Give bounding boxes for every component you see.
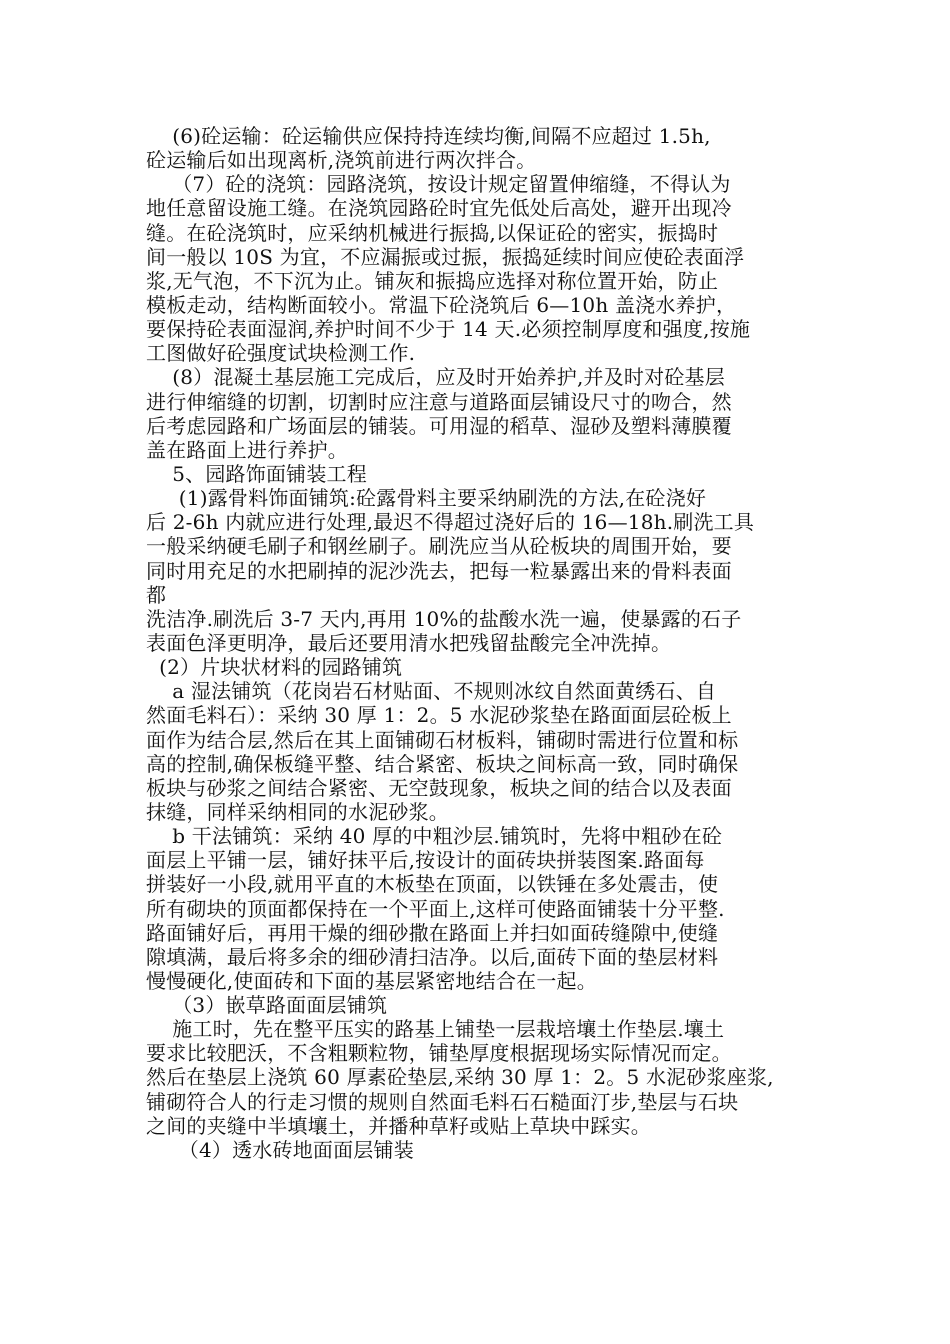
text-line: 要保持砼表面湿润,养护时间不少于 14 天.必须控制厚度和强度,按施 [146, 317, 751, 342]
text-line: (1)露骨料饰面铺筑:砼露骨料主要采纳刷洗的方法,在砼浇好 [146, 486, 707, 511]
text-line: 间一般以 10S 为宜，不应漏振或过振，振捣延续时间应使砼表面浮 [146, 244, 745, 269]
text-line: 施工时，先在整平压实的路基上铺垫一层栽培壤土作垫层.壤土 [146, 1017, 725, 1042]
text-line: 要求比较肥沃，不含粗颗粒物，铺垫厚度根据现场实际情况而定。 [146, 1041, 732, 1066]
text-line: 铺砌符合人的行走习惯的规则自然面毛料石石糙面汀步,垫层与石块 [146, 1089, 739, 1114]
text-line: 地任意留设施工缝。在浇筑园路砼时宜先低处后高处，避开出现冷 [146, 196, 732, 221]
text-line: 一般采纳硬毛刷子和钢丝刷子。刷洗应当从砼板块的周围开始，要 [146, 534, 732, 559]
text-line: 砼运输后如出现离析,浇筑前进行两次拌合。 [146, 148, 537, 173]
text-line: 慢慢硬化,使面砖和下面的基层紧密地结合在一起。 [146, 968, 597, 993]
text-line: 盖在路面上进行养护。 [146, 437, 348, 462]
text-line: （3）嵌草路面面层铺筑 [146, 993, 388, 1018]
text-line: 然面毛料石）：采纳 30 厚 1：2。5 水泥砂浆垫在路面面层砼板上 [146, 703, 732, 728]
text-line: 板块与砂浆之间结合紧密、无空鼓现象，板块之间的结合以及表面 [146, 775, 732, 800]
text-line: 所有砌块的顶面都保持在一个平面上,这样可使路面铺装十分平整. [146, 896, 725, 921]
text-line: 路面铺好后，再用干燥的细砂撒在路面上并扫如面砖缝隙中,使缝 [146, 920, 719, 945]
text-line: a 湿法铺筑（花岗岩石材贴面、不规则冰纹自然面黄绣石、自 [146, 679, 717, 704]
text-line: 之间的夹缝中半填壤土，并播种草籽或贴上草块中踩实。 [146, 1113, 651, 1138]
document-body [146, 124, 816, 1162]
text-line: 表面色泽更明净，最后还要用清水把残留盐酸完全冲洗掉。 [146, 630, 672, 655]
text-line: 模板走动，结构断面较小。常温下砼浇筑后 6—10h 盖浇水养护， [146, 292, 737, 317]
text-line: 高的控制,确保板缝平整、结合紧密、板块之间标高一致，同时确保 [146, 751, 739, 776]
text-line: 工图做好砼强度试块检测工作. [146, 341, 416, 366]
text-line: 后 2-6h 内就应进行处理,最迟不得超过浇好后的 16—18h.刷洗工具 [146, 510, 755, 535]
text-line: （4）透水砖地面面层铺装 [146, 1137, 414, 1162]
text-line: 同时用充足的水把刷掉的泥沙洗去，把每一粒暴露出来的骨料表面 [146, 558, 732, 583]
text-line: 后考虑园路和广场面层的铺装。可用湿的稻草、湿砂及塑料薄膜覆 [146, 413, 732, 438]
text-line: 5、园路饰面铺装工程 [146, 461, 367, 486]
text-line: (8）混凝土基层施工完成后，应及时开始养护,并及时对砼基层 [146, 365, 725, 390]
text-line: b 干法铺筑：采纳 40 厚的中粗沙层.铺筑时，先将中粗砂在砼 [146, 824, 723, 849]
text-line: 隙填满，最后将多余的细砂清扫洁净。以后,面砖下面的垫层材料 [146, 944, 719, 969]
text-line: 面作为结合层,然后在其上面铺砌石材板料，铺砌时需进行位置和标 [146, 727, 739, 752]
text-line: 浆,无气泡，不下沉为止。铺灰和振捣应选择对称位置开始，防止 [146, 268, 719, 293]
text-line: 拼装好一小段,就用平直的木板垫在顶面，以铁锤在多处震击，使 [146, 872, 719, 897]
text-line: 缝。在砼浇筑时，应采纳机械进行振捣,以保证砼的密实，振捣时 [146, 220, 719, 245]
text-line: 抹缝，同样采纳相同的水泥砂浆。 [146, 799, 449, 824]
text-line: （7）砼的浇筑：园路浇筑，按设计规定留置伸缩缝，不得认为 [146, 172, 731, 197]
text-line: 洗洁净.刷洗后 3-7 天内,再用 10%的盐酸水洗一遍，使暴露的石子 [146, 606, 742, 631]
text-line: 进行伸缩缝的切割，切割时应注意与道路面层铺设尺寸的吻合，然 [146, 389, 732, 414]
text-line: 面层上平铺一层，铺好抹平后,按设计的面砖块拼装图案.路面每 [146, 848, 705, 873]
text-line: (2）片块状材料的园路铺筑 [146, 655, 403, 680]
text-line: 然后在垫层上浇筑 60 厚素砼垫层,采纳 30 厚 1：2。5 水泥砂浆座浆, [146, 1065, 774, 1090]
text-line: (6)砼运输：砼运输供应保持持连续均衡,间隔不应超过 1.5h, [146, 124, 711, 148]
text-line: 都 [146, 582, 167, 607]
